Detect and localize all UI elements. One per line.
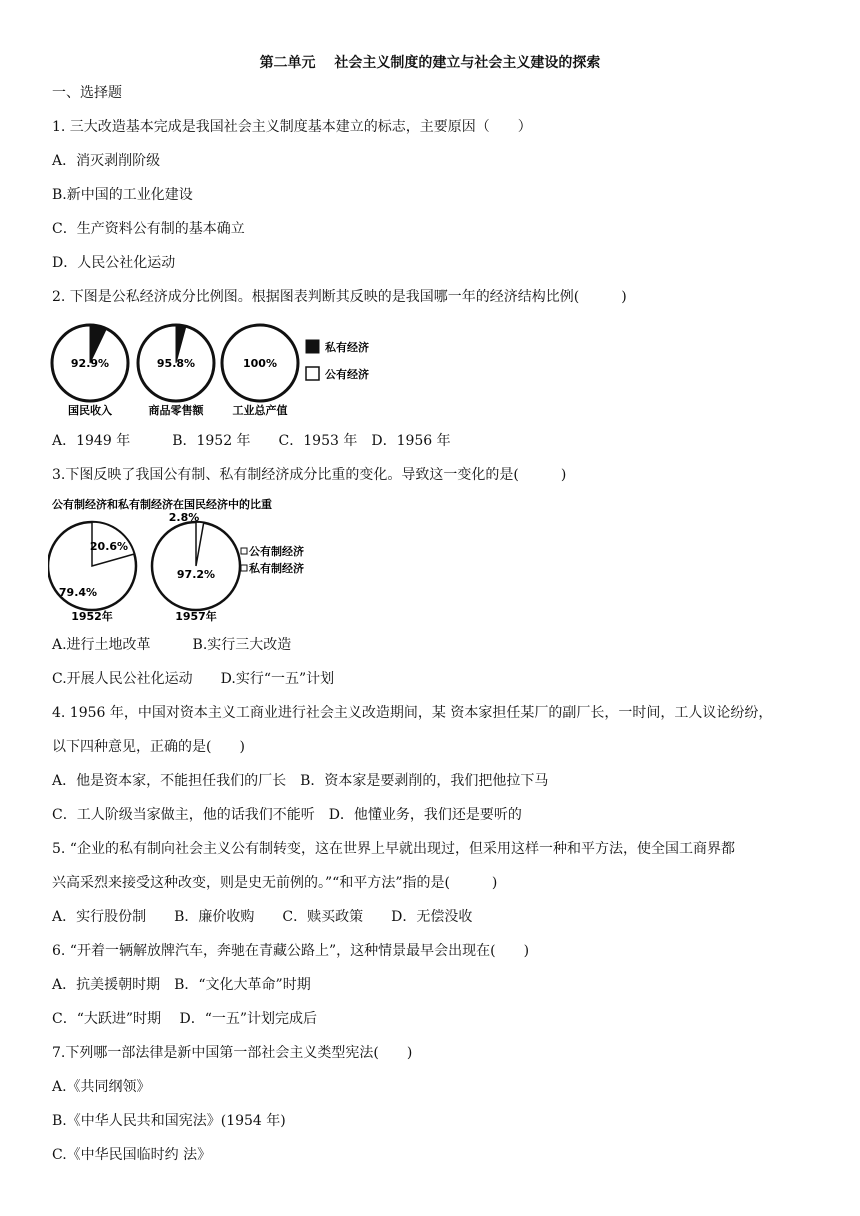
q1-option-d: D．人民公社化运动 — [52, 255, 176, 271]
q5-stem-line1: 5. “企业的私有制向社会主义公有制转变，这在世界上早就出现过，但采用这样一种和平方法，使全国工商界都 — [52, 841, 735, 857]
q1-stem: 1. 三大改造基本完成是我国社会主义制度基本建立的标志，主要原因（ ） — [52, 119, 532, 135]
pie1-0-category-label: 国民收入 — [68, 404, 112, 417]
q5-options: A．实行股份制 B．廉价收购 C．赎买政策 D．无偿没收 — [52, 909, 473, 925]
page-title: 第二单元 社会主义制度的建立与社会主义建设的探索 — [259, 55, 601, 71]
q4-options-cd: C．工人阶级当家做主，他的话我们不能听 D．他懂业务，我们还是要听的 — [52, 807, 522, 823]
legend-swatch-public-ownership — [241, 548, 247, 554]
pie1-2-category-label: 工业总产值 — [232, 404, 288, 417]
pie2-1-year-label: 1957年 — [175, 610, 217, 623]
legend-label-public-ownership: 公有制经济 — [249, 545, 304, 558]
q2-options: A．1949 年 B．1952 年 C．1953 年 D．1956 年 — [52, 433, 451, 449]
section-heading: 一、选择题 — [52, 85, 122, 101]
q7-option-a: A.《共同纲领》 — [52, 1079, 151, 1095]
legend-swatch-public — [306, 367, 319, 380]
pie2-0-public-label: 79.4% — [58, 586, 98, 599]
pie1-0-value-label: 92.9% — [70, 357, 110, 370]
q6-stem: 6. “开着一辆解放牌汽车，奔驰在青藏公路上”，这种情景最早会出现在( ) — [52, 943, 530, 959]
pie2-0-private-label: 20.6% — [89, 540, 129, 553]
pie2-1-private-label: 2.8% — [168, 511, 200, 524]
q3-options-ab: A.进行土地改革 B.实行三大改造 — [52, 637, 292, 653]
q2-stem: 2. 下图是公私经济成分比例图。根据图表判断其反映的是我国哪一年的经济结构比例( ) — [52, 289, 627, 305]
q4-stem-line2: 以下四种意见，正确的是( ) — [52, 739, 245, 755]
chart2-title: 公有制经济和私有制经济在国民经济中的比重 — [52, 498, 272, 511]
pie1-1-value-label: 95.8% — [156, 357, 196, 370]
pie-chart-ownership-share — [48, 496, 318, 624]
q7-stem: 7.下列哪一部法律是新中国第一部社会主义类型宪法( ) — [52, 1045, 413, 1061]
q7-option-c: C.《中华民国临时约 法》 — [52, 1147, 212, 1163]
legend-swatch-private — [306, 340, 319, 353]
q6-options-cd: C．“大跃进”时期 D．“一五”计划完成后 — [52, 1011, 318, 1027]
q5-stem-line2: 兴高采烈来接受这种改变，则是史无前例的。”“和平方法”指的是( ) — [52, 875, 498, 891]
pie2-0-year-label: 1952年 — [71, 610, 113, 623]
q7-option-b: B.《中华人民共和国宪法》(1954 年) — [52, 1113, 286, 1129]
pie1-1-category-label: 商品零售额 — [148, 404, 204, 417]
pie-chart-economic-composition — [48, 318, 393, 422]
q3-options-cd: C.开展人民公社化运动 D.实行“一五”计划 — [52, 671, 335, 687]
q1-option-b: B.新中国的工业化建设 — [52, 187, 193, 203]
legend-label-private-ownership: 私有制经济 — [249, 562, 304, 575]
q3-stem: 3.下图反映了我国公有制、私有制经济成分比重的变化。导致这一变化的是( ) — [52, 467, 567, 483]
q6-options-ab: A．抗美援朝时期 B．“文化大革命”时期 — [52, 977, 311, 993]
q4-stem-line1: 4. 1956 年，中国对资本主义工商业进行社会主义改造期间，某 资本家担任某厂的副厂长，一时间，工人议论纷纷， — [52, 705, 773, 721]
pie1-2-value-label: 100% — [243, 357, 277, 370]
q1-option-a: A．消灭剥削阶级 — [52, 153, 161, 169]
q4-options-ab: A．他是资本家，不能担任我们的厂长 B．资本家是要剥削的，我们把他拉下马 — [52, 773, 549, 789]
legend-label-public: 公有经济 — [325, 368, 369, 381]
legend-swatch-private-ownership — [241, 565, 247, 571]
pie2-1-public-label: 97.2% — [176, 568, 216, 581]
legend-label-private: 私有经济 — [325, 341, 369, 354]
q1-option-c: C．生产资料公有制的基本确立 — [52, 221, 245, 237]
